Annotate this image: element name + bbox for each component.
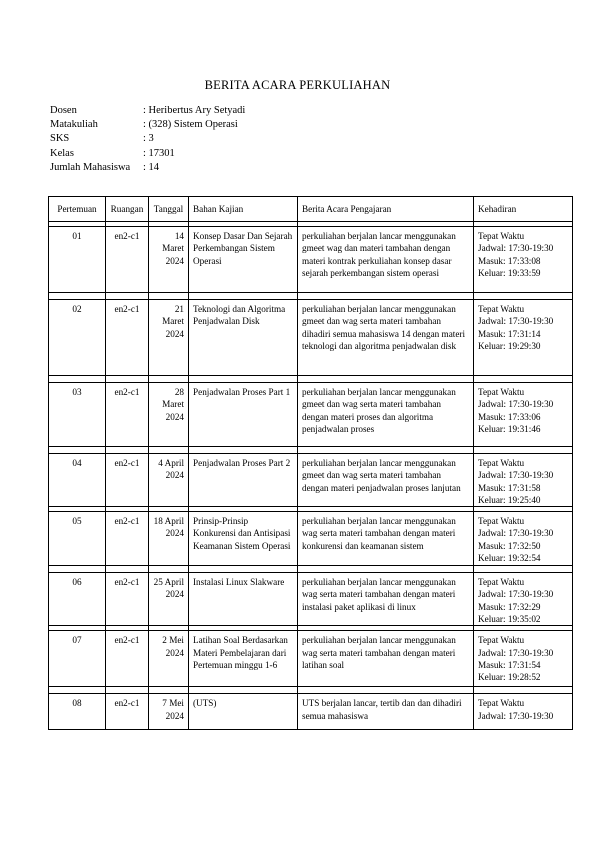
berita-text: perkuliahan berjalan lancar menggunakan gmeet dan wag serta materi tambahan dengan materi proses dan algoritma penjadwalan proses <box>302 387 456 434</box>
info-row <box>50 147 245 161</box>
tanggal-line: 18 April <box>153 516 184 527</box>
cell-kehadiran <box>474 512 573 566</box>
kehadiran-line: Masuk: 17:32:29 <box>478 601 541 612</box>
info-row <box>50 118 245 132</box>
table-row <box>49 454 573 507</box>
tanggal-line: Maret <box>162 399 184 410</box>
kehadiran-line: Keluar: 19:25:40 <box>478 494 541 505</box>
kehadiran-line: Keluar: 19:28:52 <box>478 672 541 683</box>
cell-kehadiran <box>474 227 573 293</box>
cell-tanggal <box>149 300 189 376</box>
info-label: SKS <box>50 133 70 145</box>
kehadiran-line: Masuk: 17:31:58 <box>478 482 541 493</box>
cell-bahan-kajian <box>189 512 298 566</box>
bahan-text: Konsep Dasar Dan Sejarah Perkembangan Sistem Operasi <box>193 231 293 266</box>
cell-tanggal <box>149 573 189 626</box>
kehadiran-line: Jadwal: 17:30-19:30 <box>478 470 554 481</box>
kehadiran-line: Masuk: 17:32:50 <box>478 540 541 551</box>
bahan-text: Penjadwalan Proses Part 2 <box>193 458 291 468</box>
column-header: Ruangan <box>106 197 149 222</box>
bahan-text: Teknologi dan Algoritma Penjadwalan Disk <box>193 304 286 327</box>
cell-ruangan: en2-c1 <box>106 454 149 507</box>
cell-pertemuan: 07 <box>49 631 106 687</box>
kehadiran-line: Keluar: 19:32:54 <box>478 553 541 564</box>
tanggal-line: 2024 <box>165 589 184 600</box>
cell-ruangan: en2-c1 <box>106 631 149 687</box>
info-row <box>50 104 245 118</box>
tanggal-line: 2024 <box>165 255 184 266</box>
cell-ruangan: en2-c1 <box>106 512 149 566</box>
tanggal-line: 2024 <box>165 710 184 721</box>
cell-berita-acara <box>298 300 474 376</box>
info-row <box>50 132 245 146</box>
kehadiran-line: Masuk: 17:31:54 <box>478 659 541 670</box>
table-row <box>49 227 573 293</box>
table-row <box>49 631 573 687</box>
cell-pertemuan: 06 <box>49 573 106 626</box>
bahan-text: (UTS) <box>193 698 217 709</box>
cell-tanggal <box>149 512 189 566</box>
cell-berita-acara <box>298 383 474 447</box>
cell-kehadiran <box>474 573 573 626</box>
tanggal-line: 2 Mei <box>162 635 184 646</box>
kehadiran-line: Jadwal: 17:30-19:30 <box>478 589 554 600</box>
kehadiran-line: Tepat Waktu <box>478 231 525 241</box>
cell-kehadiran <box>474 631 573 687</box>
column-header: Bahan Kajian <box>189 197 298 222</box>
row-spacer <box>49 566 573 573</box>
kehadiran-line: Jadwal: 17:30-19:30 <box>478 399 554 410</box>
info-value: : 17301 <box>143 147 175 159</box>
info-label: Matakuliah <box>50 119 98 131</box>
kehadiran-line: Tepat Waktu <box>478 698 525 709</box>
kehadiran-line: Keluar: 19:31:46 <box>478 423 541 434</box>
berita-text: perkuliahan berjalan lancar menggunakan gmeet dan wag serta materi tambahan dengan materi penjadwalan proses lanjutan <box>302 458 461 493</box>
cell-ruangan: en2-c1 <box>106 300 149 376</box>
tanggal-line: 2024 <box>165 411 184 422</box>
kehadiran-line: Jadwal: 17:30-19:30 <box>478 528 554 539</box>
kehadiran-line: Jadwal: 17:30-19:30 <box>478 647 554 658</box>
kehadiran-line: Masuk: 17:33:08 <box>478 255 541 266</box>
tanggal-line: 2024 <box>165 528 184 539</box>
berita-text: UTS berjalan lancar, tertib dan dan dihadiri semua mahasiswa <box>302 698 462 721</box>
column-header: Pertemuan <box>49 197 106 222</box>
cell-pertemuan: 03 <box>49 383 106 447</box>
row-spacer <box>49 447 573 454</box>
cell-kehadiran <box>474 454 573 507</box>
cell-tanggal <box>149 227 189 293</box>
cell-bahan-kajian <box>189 631 298 687</box>
tanggal-line: 2024 <box>165 647 184 658</box>
cell-kehadiran <box>474 383 573 447</box>
berita-text: perkuliahan berjalan lancar menggunakan gmeet dan wag serta materi tambahan dihadiri semua mahasiswa 14 dengan materi teknologi dan algoritma penjadwalan disk <box>302 304 466 351</box>
berita-text: perkuliahan berjalan lancar menggunakan wag serta materi tambahan dengan materi konkurensi dan keamanan sistem <box>302 516 456 551</box>
kehadiran-line: Tepat Waktu <box>478 387 525 397</box>
cell-berita-acara <box>298 694 474 730</box>
cell-berita-acara <box>298 454 474 507</box>
course-info <box>50 104 245 175</box>
info-label: Kelas <box>50 147 74 159</box>
row-spacer <box>49 293 573 300</box>
cell-pertemuan: 01 <box>49 227 106 293</box>
table-row <box>49 694 573 730</box>
row-spacer <box>49 687 573 694</box>
berita-text: perkuliahan berjalan lancar menggunakan wag serta materi tambahan dengan materi instalasi paket aplikasi di linux <box>302 577 456 612</box>
cell-bahan-kajian <box>189 383 298 447</box>
kehadiran-line: Tepat Waktu <box>478 577 525 588</box>
cell-bahan-kajian <box>189 573 298 626</box>
cell-kehadiran <box>474 300 573 376</box>
kehadiran-line: Tepat Waktu <box>478 516 525 527</box>
column-header: Kehadiran <box>474 197 573 222</box>
cell-ruangan: en2-c1 <box>106 573 149 626</box>
cell-tanggal <box>149 631 189 687</box>
row-spacer <box>49 376 573 383</box>
table-row <box>49 573 573 626</box>
bahan-text: Instalasi Linux Slakware <box>193 577 285 588</box>
cell-bahan-kajian <box>189 300 298 376</box>
cell-berita-acara <box>298 573 474 626</box>
table-body <box>49 222 573 730</box>
cell-tanggal <box>149 383 189 447</box>
table-row <box>49 383 573 447</box>
berita-text: perkuliahan berjalan lancar menggunakan wag serta materi tambahan dengan materi latihan soal <box>302 635 456 670</box>
kehadiran-line: Jadwal: 17:30-19:30 <box>478 316 554 327</box>
info-row <box>50 161 245 175</box>
info-value: : 14 <box>143 161 160 173</box>
tanggal-line: 7 Mei <box>162 698 184 709</box>
table-row <box>49 300 573 376</box>
tanggal-line: 25 April <box>153 577 184 588</box>
tanggal-line: Maret <box>162 243 184 254</box>
cell-bahan-kajian <box>189 227 298 293</box>
bahan-text: Latihan Soal Berdasarkan Materi Pembelajaran dari Pertemuan minggu 1-6 <box>193 635 288 670</box>
berita-text: perkuliahan berjalan lancar menggunakan gmeet wag dan materi tambahan dengan materi kontrak perkuliahan konsep dasar sejarah perkembangan sistem operasi <box>302 231 456 278</box>
cell-tanggal <box>149 454 189 507</box>
info-value: : 3 <box>143 133 154 145</box>
cell-bahan-kajian <box>189 694 298 730</box>
info-label: Dosen <box>50 105 77 116</box>
cell-berita-acara <box>298 631 474 687</box>
tanggal-line: 28 <box>174 387 184 397</box>
info-label: Jumlah Mahasiswa <box>50 161 131 173</box>
kehadiran-line: Keluar: 19:33:59 <box>478 267 541 278</box>
kehadiran-line: Tepat Waktu <box>478 304 525 314</box>
kehadiran-line: Tepat Waktu <box>478 458 525 468</box>
cell-pertemuan: 02 <box>49 300 106 376</box>
cell-kehadiran <box>474 694 573 730</box>
tanggal-line: 21 <box>174 304 184 314</box>
tanggal-line: 14 <box>174 231 184 241</box>
cell-ruangan: en2-c1 <box>106 383 149 447</box>
table-row <box>49 512 573 566</box>
table-header-row <box>49 197 573 222</box>
cell-pertemuan: 08 <box>49 694 106 730</box>
kehadiran-line: Keluar: 19:35:02 <box>478 614 541 625</box>
column-header: Berita Acara Pengajaran <box>298 197 474 222</box>
cell-berita-acara <box>298 227 474 293</box>
tanggal-line: 4 April <box>158 458 184 468</box>
info-value: : (328) Sistem Operasi <box>143 119 238 131</box>
column-header: Tanggal <box>149 197 189 222</box>
bahan-text: Prinsip-Prinsip Konkurensi dan Antisipasi Keamanan Sistem Operasi <box>193 516 291 551</box>
kehadiran-line: Tepat Waktu <box>478 635 525 646</box>
cell-ruangan: en2-c1 <box>106 227 149 293</box>
cell-pertemuan: 05 <box>49 512 106 566</box>
kehadiran-line: Masuk: 17:33:06 <box>478 411 541 422</box>
kehadiran-line: Masuk: 17:31:14 <box>478 328 541 339</box>
tanggal-line: 2024 <box>165 328 184 339</box>
kehadiran-line: Jadwal: 17:30-19:30 <box>478 710 554 721</box>
cell-tanggal <box>149 694 189 730</box>
info-value: : Heribertus Ary Setyadi <box>143 105 246 116</box>
bahan-text: Penjadwalan Proses Part 1 <box>193 387 291 397</box>
tanggal-line: Maret <box>162 316 184 327</box>
kehadiran-line: Jadwal: 17:30-19:30 <box>478 243 554 254</box>
cell-bahan-kajian <box>189 454 298 507</box>
kehadiran-line: Keluar: 19:29:30 <box>478 340 541 351</box>
attendance-table <box>48 196 573 730</box>
cell-berita-acara <box>298 512 474 566</box>
tanggal-line: 2024 <box>165 470 184 481</box>
cell-pertemuan: 04 <box>49 454 106 507</box>
document-title: BERITA ACARA PERKULIAHAN <box>204 78 391 92</box>
cell-ruangan: en2-c1 <box>106 694 149 730</box>
